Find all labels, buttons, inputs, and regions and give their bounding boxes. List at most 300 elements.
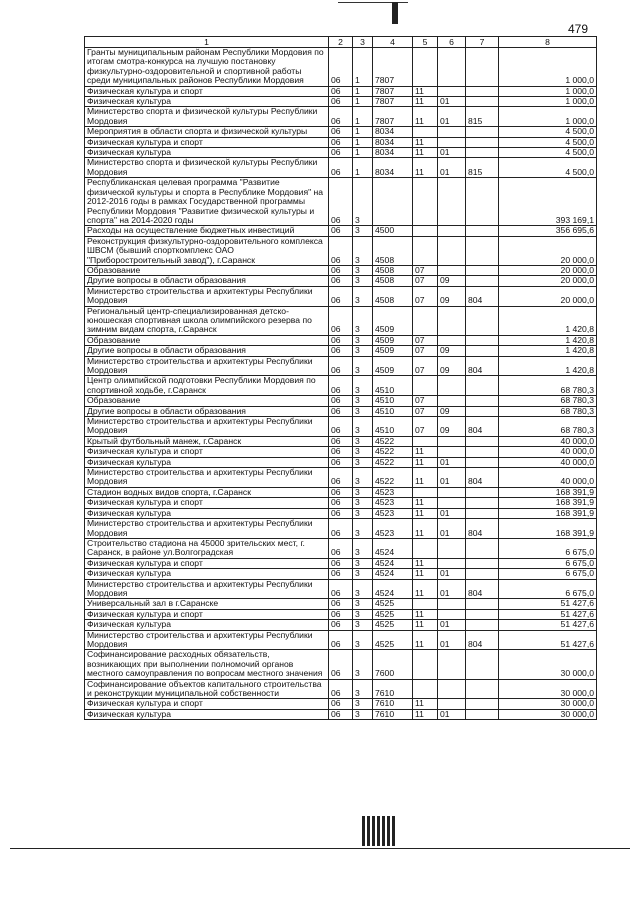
cell-c3: 1: [353, 137, 373, 147]
cell-c7: [466, 457, 499, 467]
cell-c6: [438, 226, 466, 236]
cell-c2: 06: [329, 436, 353, 446]
cell-c7: [466, 97, 499, 107]
cell-name: Физическая культура: [85, 97, 329, 107]
table-row: [85, 650, 597, 679]
cell-c3: 3: [353, 276, 373, 286]
cell-c3: 3: [353, 306, 373, 335]
cell-sum: 1 000,0: [499, 48, 597, 87]
cell-name: Физическая культура: [85, 709, 329, 719]
cell-c7: 804: [466, 286, 499, 306]
cell-c4: 4523: [373, 487, 413, 497]
cell-c2: 06: [329, 48, 353, 87]
cell-name: Республиканская целевая программа "Развитие физической культуры и спорта в Республике Мордовия" на 2012-2016 годы в рамках Государственной программы Республики Мордовия "Развитие физической культуры и спорта" на 2014-2020 годы: [85, 178, 329, 226]
cell-name: Другие вопросы в области образования: [85, 346, 329, 356]
table-header-row: [85, 37, 597, 48]
table-row: [85, 709, 597, 719]
cell-c6: 01: [438, 709, 466, 719]
cell-c6: [438, 265, 466, 275]
cell-c4: 4524: [373, 579, 413, 599]
cell-c4: 8034: [373, 148, 413, 158]
table-row: [85, 579, 597, 599]
table-row: [85, 436, 597, 446]
table-row: [85, 306, 597, 335]
cell-c5: [413, 436, 438, 446]
cell-c7: [466, 276, 499, 286]
cell-c7: [466, 709, 499, 719]
cell-c5: 11: [413, 498, 438, 508]
cell-name: Универсальный зал в г.Саранске: [85, 599, 329, 609]
cell-sum: 393 169,1: [499, 178, 597, 226]
cell-sum: 168 391,9: [499, 519, 597, 539]
cell-c4: 4522: [373, 468, 413, 488]
cell-c6: 01: [438, 579, 466, 599]
cell-sum: 30 000,0: [499, 699, 597, 709]
table-row: [85, 538, 597, 558]
cell-c2: 06: [329, 508, 353, 518]
cell-c3: 3: [353, 417, 373, 437]
table-row: [85, 346, 597, 356]
header-cell-7: 7: [466, 37, 499, 48]
cell-c5: 11: [413, 148, 438, 158]
cell-c6: 01: [438, 148, 466, 158]
cell-c7: 804: [466, 356, 499, 376]
cell-c7: [466, 447, 499, 457]
table-row: [85, 487, 597, 497]
table-row: [85, 107, 597, 127]
cell-c6: 01: [438, 519, 466, 539]
cell-c5: [413, 306, 438, 335]
cell-c6: [438, 48, 466, 87]
cell-c7: [466, 436, 499, 446]
cell-c5: 07: [413, 276, 438, 286]
cell-c7: [466, 148, 499, 158]
cell-c3: 3: [353, 356, 373, 376]
cell-c6: [438, 335, 466, 345]
cell-c7: [466, 335, 499, 345]
cell-c5: 07: [413, 335, 438, 345]
cell-c3: 3: [353, 538, 373, 558]
cell-c4: 4510: [373, 376, 413, 396]
cell-c7: [466, 376, 499, 396]
cell-c2: 06: [329, 236, 353, 265]
cell-sum: 20 000,0: [499, 286, 597, 306]
cell-c7: 804: [466, 519, 499, 539]
cell-c4: 4523: [373, 508, 413, 518]
cell-c6: 01: [438, 620, 466, 630]
cell-c4: 7610: [373, 699, 413, 709]
scan-mark-top: [392, 2, 398, 24]
table-row: [85, 137, 597, 147]
cell-c2: 06: [329, 276, 353, 286]
cell-c2: 06: [329, 158, 353, 178]
cell-c2: 06: [329, 609, 353, 619]
cell-c3: 3: [353, 498, 373, 508]
cell-c3: 3: [353, 436, 373, 446]
cell-c7: [466, 306, 499, 335]
cell-sum: 40 000,0: [499, 468, 597, 488]
cell-c6: [438, 699, 466, 709]
cell-c4: 4522: [373, 457, 413, 467]
cell-c5: [413, 679, 438, 699]
table-row: [85, 498, 597, 508]
cell-name: Физическая культура: [85, 620, 329, 630]
cell-name: Физическая культура и спорт: [85, 447, 329, 457]
scan-mark-bottom: [362, 816, 396, 846]
table-row: [85, 457, 597, 467]
cell-c5: [413, 538, 438, 558]
cell-c4: 8034: [373, 137, 413, 147]
cell-c5: 11: [413, 709, 438, 719]
cell-c3: 3: [353, 396, 373, 406]
cell-c5: 11: [413, 630, 438, 650]
cell-sum: 68 780,3: [499, 417, 597, 437]
cell-c4: 4500: [373, 226, 413, 236]
cell-c7: [466, 86, 499, 96]
cell-sum: 30 000,0: [499, 709, 597, 719]
cell-c4: 4522: [373, 436, 413, 446]
table-row: [85, 276, 597, 286]
header-cell-5: 5: [413, 37, 438, 48]
cell-c6: [438, 376, 466, 396]
cell-c2: 06: [329, 97, 353, 107]
cell-c2: 06: [329, 709, 353, 719]
cell-c4: 4508: [373, 265, 413, 275]
cell-sum: 40 000,0: [499, 457, 597, 467]
cell-c5: 11: [413, 579, 438, 599]
cell-c5: 11: [413, 519, 438, 539]
cell-name: Физическая культура и спорт: [85, 137, 329, 147]
cell-c5: 11: [413, 569, 438, 579]
cell-name: Образование: [85, 335, 329, 345]
cell-c6: [438, 679, 466, 699]
cell-c4: 4522: [373, 447, 413, 457]
cell-c6: [438, 599, 466, 609]
cell-c2: 06: [329, 137, 353, 147]
cell-c2: 06: [329, 650, 353, 679]
cell-c2: 06: [329, 579, 353, 599]
cell-c6: [438, 306, 466, 335]
cell-c3: 3: [353, 709, 373, 719]
cell-name: Крытый футбольный манеж, г.Саранск: [85, 436, 329, 446]
header-cell-8: 8: [499, 37, 597, 48]
cell-c4: [373, 178, 413, 226]
cell-c3: 3: [353, 679, 373, 699]
cell-c6: 09: [438, 406, 466, 416]
cell-c7: [466, 406, 499, 416]
cell-sum: 1 420,8: [499, 335, 597, 345]
cell-c5: 07: [413, 346, 438, 356]
cell-c6: 01: [438, 630, 466, 650]
cell-c3: 3: [353, 265, 373, 275]
cell-c3: 3: [353, 376, 373, 396]
cell-c7: [466, 396, 499, 406]
cell-c4: 4524: [373, 569, 413, 579]
cell-c6: 09: [438, 276, 466, 286]
cell-sum: 6 675,0: [499, 579, 597, 599]
cell-sum: 168 391,9: [499, 508, 597, 518]
cell-c7: [466, 679, 499, 699]
cell-sum: 6 675,0: [499, 558, 597, 568]
cell-c4: 4510: [373, 396, 413, 406]
cell-c7: 804: [466, 417, 499, 437]
cell-name: Физическая культура и спорт: [85, 699, 329, 709]
cell-name: Министерство строительства и архитектуры Республики Мордовия: [85, 519, 329, 539]
header-cell-1: 1: [85, 37, 329, 48]
cell-c7: [466, 599, 499, 609]
cell-name: Физическая культура и спорт: [85, 498, 329, 508]
cell-c3: 1: [353, 107, 373, 127]
cell-c7: [466, 346, 499, 356]
cell-c5: 07: [413, 286, 438, 306]
cell-c6: 01: [438, 97, 466, 107]
cell-c6: 09: [438, 286, 466, 306]
cell-c4: 7610: [373, 709, 413, 719]
cell-name: Софинансирование объектов капитального строительства и реконструкции муниципальной собственности: [85, 679, 329, 699]
cell-c7: 804: [466, 579, 499, 599]
cell-c2: 06: [329, 346, 353, 356]
cell-c2: 06: [329, 558, 353, 568]
cell-c7: [466, 127, 499, 137]
cell-name: Другие вопросы в области образования: [85, 406, 329, 416]
cell-name: Физическая культура и спорт: [85, 609, 329, 619]
table-row: [85, 286, 597, 306]
cell-c3: 3: [353, 579, 373, 599]
cell-c3: 3: [353, 236, 373, 265]
cell-c6: [438, 609, 466, 619]
cell-c3: 1: [353, 148, 373, 158]
table-row: [85, 236, 597, 265]
table-row: [85, 86, 597, 96]
cell-c2: 06: [329, 107, 353, 127]
cell-c7: [466, 236, 499, 265]
cell-c4: 8034: [373, 127, 413, 137]
cell-sum: 6 675,0: [499, 538, 597, 558]
cell-name: Министерство строительства и архитектуры Республики Мордовия: [85, 630, 329, 650]
cell-c6: 01: [438, 158, 466, 178]
cell-sum: 1 420,8: [499, 346, 597, 356]
cell-c2: 06: [329, 148, 353, 158]
table-row: [85, 226, 597, 236]
cell-c6: [438, 447, 466, 457]
cell-c3: 3: [353, 346, 373, 356]
cell-c3: 3: [353, 569, 373, 579]
table-body: [85, 48, 597, 720]
cell-name: Физическая культура: [85, 508, 329, 518]
cell-sum: 1 420,8: [499, 356, 597, 376]
cell-c5: 11: [413, 609, 438, 619]
cell-c5: 07: [413, 265, 438, 275]
cell-c5: 11: [413, 699, 438, 709]
table-row: [85, 569, 597, 579]
cell-c4: 4508: [373, 236, 413, 265]
cell-c5: [413, 599, 438, 609]
cell-c7: 804: [466, 630, 499, 650]
cell-c3: 1: [353, 97, 373, 107]
table-row: [85, 97, 597, 107]
cell-c7: [466, 569, 499, 579]
cell-c3: 1: [353, 127, 373, 137]
cell-c5: 11: [413, 107, 438, 127]
cell-c5: 11: [413, 457, 438, 467]
cell-c6: 09: [438, 417, 466, 437]
cell-c4: 7807: [373, 48, 413, 87]
cell-sum: 1 420,8: [499, 306, 597, 335]
cell-sum: 1 000,0: [499, 97, 597, 107]
cell-name: Гранты муниципальным районам Республики Мордовия по итогам смотра-конкурса на лучшую постановку физкультурно-оздоровительной и спортивной работы среди муниципальных районов Республики Мордовия: [85, 48, 329, 87]
cell-c7: [466, 265, 499, 275]
cell-c5: 11: [413, 468, 438, 488]
cell-c6: 09: [438, 356, 466, 376]
cell-c4: 4525: [373, 630, 413, 650]
cell-c6: [438, 396, 466, 406]
cell-c4: 4523: [373, 498, 413, 508]
cell-name: Другие вопросы в области образования: [85, 276, 329, 286]
cell-name: Министерство спорта и физической культуры Республики Мордовия: [85, 158, 329, 178]
cell-c6: [438, 86, 466, 96]
header-cell-6: 6: [438, 37, 466, 48]
cell-c7: [466, 48, 499, 87]
cell-sum: 356 695,6: [499, 226, 597, 236]
table-row: [85, 609, 597, 619]
table-row: [85, 406, 597, 416]
cell-c4: 4508: [373, 276, 413, 286]
budget-table: [84, 36, 597, 720]
cell-name: Физическая культура: [85, 569, 329, 579]
cell-c5: [413, 236, 438, 265]
table-row: [85, 148, 597, 158]
cell-c5: 11: [413, 86, 438, 96]
cell-c5: [413, 127, 438, 137]
cell-c2: 06: [329, 620, 353, 630]
cell-c6: [438, 498, 466, 508]
scan-line-bottom: [10, 848, 630, 849]
cell-c2: 06: [329, 699, 353, 709]
cell-c2: 06: [329, 406, 353, 416]
cell-c3: 3: [353, 519, 373, 539]
cell-c7: [466, 538, 499, 558]
cell-c2: 06: [329, 376, 353, 396]
cell-name: Министерство строительства и архитектуры Республики Мордовия: [85, 468, 329, 488]
cell-name: Мероприятия в области спорта и физической культуры: [85, 127, 329, 137]
cell-c6: [438, 650, 466, 679]
cell-c4: 4524: [373, 538, 413, 558]
cell-c6: 01: [438, 569, 466, 579]
cell-sum: 20 000,0: [499, 236, 597, 265]
cell-name: Строительство стадиона на 45000 зрительских мест, г. Саранск, в районе ул.Волгоградская: [85, 538, 329, 558]
cell-c2: 06: [329, 498, 353, 508]
cell-c2: 06: [329, 178, 353, 226]
cell-sum: 4 500,0: [499, 137, 597, 147]
cell-name: Министерство строительства и архитектуры Республики Мордовия: [85, 356, 329, 376]
table-row: [85, 508, 597, 518]
cell-c7: 804: [466, 468, 499, 488]
cell-name: Физическая культура: [85, 148, 329, 158]
table-row: [85, 48, 597, 87]
table-row: [85, 356, 597, 376]
cell-c3: 3: [353, 599, 373, 609]
cell-sum: 4 500,0: [499, 127, 597, 137]
cell-c3: 1: [353, 48, 373, 87]
cell-c6: 09: [438, 346, 466, 356]
table-row: [85, 127, 597, 137]
cell-c4: 4525: [373, 620, 413, 630]
cell-sum: 6 675,0: [499, 569, 597, 579]
cell-name: Региональный центр-специализированная детско-юношеская спортивная школа олимпийского резерва по зимним видам спорта, г.Саранск: [85, 306, 329, 335]
cell-name: Физическая культура и спорт: [85, 86, 329, 96]
cell-name: Софинансирование расходных обязательств, возникающих при выполнении полномочий органов местного самоуправления по вопросам местного значения: [85, 650, 329, 679]
cell-c7: [466, 620, 499, 630]
cell-c3: 3: [353, 226, 373, 236]
cell-c6: [438, 127, 466, 137]
cell-c2: 06: [329, 468, 353, 488]
cell-c7: 815: [466, 158, 499, 178]
cell-sum: 51 427,6: [499, 609, 597, 619]
cell-c2: 06: [329, 538, 353, 558]
cell-c2: 06: [329, 86, 353, 96]
header-cell-3: 3: [353, 37, 373, 48]
cell-c5: 11: [413, 558, 438, 568]
cell-c4: 4509: [373, 335, 413, 345]
cell-c4: 4523: [373, 519, 413, 539]
cell-c4: 4508: [373, 286, 413, 306]
cell-c4: 7807: [373, 107, 413, 127]
cell-name: Министерство строительства и архитектуры Республики Мордовия: [85, 579, 329, 599]
cell-c3: 3: [353, 508, 373, 518]
cell-sum: 40 000,0: [499, 436, 597, 446]
cell-c2: 06: [329, 630, 353, 650]
cell-name: Образование: [85, 396, 329, 406]
header-cell-2: 2: [329, 37, 353, 48]
cell-c7: [466, 498, 499, 508]
cell-c6: [438, 236, 466, 265]
cell-c2: 06: [329, 265, 353, 275]
cell-c5: 11: [413, 97, 438, 107]
cell-c7: [466, 226, 499, 236]
cell-c6: [438, 558, 466, 568]
cell-c2: 06: [329, 286, 353, 306]
cell-c6: [438, 178, 466, 226]
cell-c3: 3: [353, 447, 373, 457]
cell-sum: 40 000,0: [499, 447, 597, 457]
table-row: [85, 265, 597, 275]
cell-name: Реконструкция физкультурно-оздоровительного комплекса ШВСМ (бывший спорткомплекс ОАО "Приборостроительный завод"), г.Саранск: [85, 236, 329, 265]
cell-c7: 815: [466, 107, 499, 127]
cell-c3: 3: [353, 650, 373, 679]
cell-c4: 4510: [373, 417, 413, 437]
cell-sum: 30 000,0: [499, 650, 597, 679]
cell-name: Министерство строительства и архитектуры Республики Мордовия: [85, 286, 329, 306]
cell-c5: 07: [413, 356, 438, 376]
cell-c4: 4510: [373, 406, 413, 416]
cell-c3: 3: [353, 558, 373, 568]
cell-sum: 20 000,0: [499, 276, 597, 286]
cell-c2: 06: [329, 447, 353, 457]
cell-c5: [413, 376, 438, 396]
table-row: [85, 158, 597, 178]
cell-name: Физическая культура: [85, 457, 329, 467]
cell-c5: 07: [413, 396, 438, 406]
cell-sum: 1 000,0: [499, 107, 597, 127]
cell-c3: 3: [353, 335, 373, 345]
cell-c7: [466, 137, 499, 147]
cell-c3: 3: [353, 468, 373, 488]
cell-c7: [466, 699, 499, 709]
table-row: [85, 620, 597, 630]
cell-sum: 51 427,6: [499, 630, 597, 650]
cell-c3: 3: [353, 620, 373, 630]
cell-c6: 01: [438, 107, 466, 127]
